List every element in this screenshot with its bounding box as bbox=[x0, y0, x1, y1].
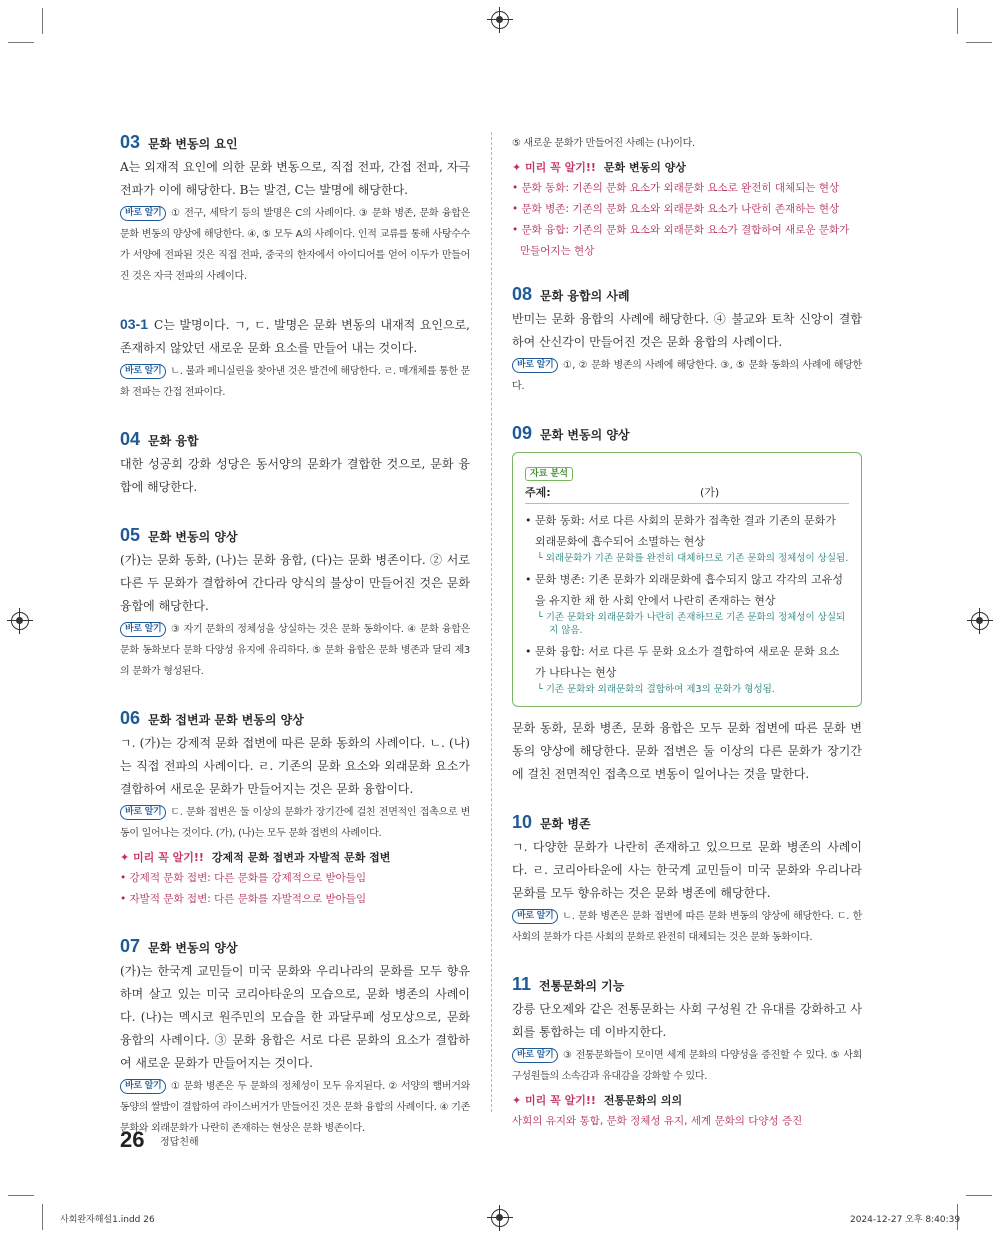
must-know-title: 강제적 문화 접변과 자발적 문화 접변 bbox=[211, 851, 391, 864]
topic-label: 주제: bbox=[525, 486, 551, 499]
must-know-title: 문화 변동의 양상 bbox=[603, 161, 686, 174]
section-body: A는 외재적 요인에 의한 문화 변동으로, 직접 전파, 간접 전파, 자극 전파가 이에 해당한다. B는 발견, C는 발명에 해당한다. bbox=[120, 160, 470, 197]
section-title: 문화 변동의 양상 bbox=[540, 428, 630, 442]
section-03 bbox=[120, 132, 470, 287]
section-number: 03-1 bbox=[120, 316, 149, 332]
must-know-tag: ✦ 미리 꼭 알기!! bbox=[120, 851, 204, 864]
section-number: 05 bbox=[120, 525, 141, 545]
section-06 bbox=[120, 708, 470, 910]
section-title: 문화 융합의 사례 bbox=[540, 289, 630, 303]
section-number: 07 bbox=[120, 936, 141, 956]
footer-label: 정답친해 bbox=[160, 1137, 199, 1148]
box-item-annotation: └ 기존 문화와 외래문화의 결합하여 제3의 문화가 형성됨. bbox=[537, 684, 775, 695]
crop-mark bbox=[8, 42, 34, 43]
must-know-heading bbox=[120, 848, 470, 868]
section-title: 문화 변동의 요인 bbox=[148, 137, 238, 151]
answer-note bbox=[512, 1045, 862, 1087]
note-tag: 바로 알기 bbox=[120, 805, 166, 820]
box-item bbox=[525, 510, 849, 552]
section-title: 전통문화의 기능 bbox=[539, 979, 625, 993]
must-know-bullet: • 자발적 문화 접변: 다른 문화를 자발적으로 받아들임 bbox=[120, 893, 367, 905]
print-slug-timestamp: 2024-12-27 오후 8:40:39 bbox=[850, 1215, 961, 1225]
note-tag: 바로 알기 bbox=[512, 358, 558, 373]
box-item-annotation: └ 기존 문화와 외래문화가 나란히 존재하므로 기존 문화의 정체성이 상실되지 않음. bbox=[537, 612, 846, 636]
answer-note bbox=[120, 619, 470, 682]
box-item bbox=[525, 641, 849, 683]
note-text: ③ 자기 문화의 정체성을 상실하는 것은 문화 동화이다. ④ 문화 융합은 문화 동화보다 문화 다양성 유지에 유리하다. ⑤ 문화 융합은 문화 병존과 달리 제3의 문화가 형성된다. bbox=[120, 624, 470, 677]
section-text: C는 발명이다. ㄱ, ㄷ. 발명은 문화 변동의 내재적 요인으로, 존재하지 않았던 새로운 문화 요소를 만들어 내는 것이다. bbox=[120, 318, 470, 355]
must-know-title: 전통문화의 의의 bbox=[603, 1094, 683, 1107]
box-item-term: • 문화 동화: bbox=[525, 514, 585, 527]
answer-note bbox=[120, 1076, 470, 1139]
must-know-bullet: • 문화 융합: 기존의 문화 요소와 외래문화 요소가 결합하여 새로운 문화가 만들어지는 현상 bbox=[512, 224, 850, 257]
section-title: 문화 변동의 양상 bbox=[148, 530, 238, 544]
must-know-heading bbox=[512, 158, 862, 178]
section-number: 04 bbox=[120, 429, 141, 449]
note-tag: 바로 알기 bbox=[512, 1048, 558, 1063]
section-number: 03 bbox=[120, 132, 141, 152]
registration-mark-icon bbox=[491, 11, 509, 29]
box-item-text: 서로 다른 사회의 문화가 접촉한 결과 기존의 문화가 외래문화에 흡수되어 소멸하는 현상 bbox=[535, 514, 836, 548]
box-item-annotation: └ 외래문화가 기존 문화를 완전히 대체하므로 기존 문화의 정체성이 상실됨. bbox=[537, 553, 849, 564]
crop-mark bbox=[966, 1195, 992, 1196]
box-topic-row bbox=[525, 483, 849, 504]
section-body: 반미는 문화 융합의 사례에 해당한다. ④ 불교와 토착 신앙이 결합하여 산신각이 만들어진 것은 문화 융합의 사례이다. bbox=[512, 312, 862, 349]
answer-note bbox=[120, 361, 470, 403]
note-tag: 바로 알기 bbox=[120, 622, 166, 637]
note-text: ㄴ. 문화 병존은 문화 접변에 따른 문화 변동의 양상에 해당한다. ㄷ. 한 사회의 문화가 다른 사회의 문화로 완전히 대체되는 것은 문화 동화이다. bbox=[512, 911, 862, 943]
section-number: 06 bbox=[120, 708, 141, 728]
section-body: (가)는 한국계 교민들이 미국 문화와 우리나라의 문화를 모두 향유하며 살고 있는 미국 코리아타운의 모습으로, 문화 병존의 사례이다. (나)는 멕시코 원주민의 모습을 한 과달루페 성모상으로, 문화 융합의 사례이다. ③ 문화 융합은 서로 다른 문화의 요소가 결합하여 새로운 문화가 만들어지는 것이다. bbox=[120, 964, 470, 1070]
section-07 bbox=[120, 936, 470, 1139]
crop-mark bbox=[42, 8, 43, 34]
section-11 bbox=[512, 974, 862, 1132]
topic-value: (가) bbox=[700, 486, 720, 499]
note-text: ㄴ. 불과 페니실린을 찾아낸 것은 발견에 해당한다. ㄹ. 매개체를 통한 문화 전파는 간접 전파이다. bbox=[120, 366, 470, 398]
must-know-tag: ✦ 미리 꼭 알기!! bbox=[512, 1094, 596, 1107]
page-number: 26 bbox=[120, 1127, 145, 1152]
box-item-term: • 문화 융합: bbox=[525, 645, 585, 658]
box-item bbox=[525, 569, 849, 611]
registration-mark-icon bbox=[11, 612, 29, 630]
must-know-heading bbox=[512, 1091, 862, 1111]
section-body: (가)는 문화 동화, (나)는 문화 융합, (다)는 문화 병존이다. ② 서로 다른 두 문화가 결합하여 간다라 양식의 불상이 만들어진 것은 문화 융합에 해당한다. bbox=[120, 553, 470, 613]
section-03-1 bbox=[120, 313, 470, 403]
registration-mark-icon bbox=[491, 1209, 509, 1227]
answer-note bbox=[120, 802, 470, 844]
crop-mark bbox=[957, 8, 958, 34]
note-tag: 바로 알기 bbox=[120, 206, 166, 221]
note-text: ① 문화 병존은 두 문화의 정체성이 모두 유지된다. ② 서양의 햄버거와 동양의 쌀밥이 결합하여 라이스버거가 만들어진 것은 문화 융합의 사례이다. ④ 기존 문화와 외래문화가 나란히 존재하는 현상은 문화 병존이다. bbox=[120, 1081, 470, 1134]
answer-note bbox=[120, 203, 470, 287]
column-divider bbox=[491, 132, 492, 1112]
section-number: 08 bbox=[512, 284, 533, 304]
data-analysis-box bbox=[512, 452, 862, 707]
section-04 bbox=[120, 429, 470, 499]
note-tag: 바로 알기 bbox=[512, 909, 558, 924]
section-body bbox=[120, 313, 470, 360]
note-tag: 바로 알기 bbox=[120, 1079, 166, 1094]
print-slug-file: 사회완자해설1.indd 26 bbox=[60, 1215, 155, 1225]
crop-mark bbox=[8, 1195, 34, 1196]
answer-note bbox=[512, 906, 862, 948]
crop-mark bbox=[42, 1204, 43, 1230]
crop-mark bbox=[966, 42, 992, 43]
section-body: ㄱ. 다양한 문화가 나란히 존재하고 있으므로 문화 병존의 사례이다. ㄹ. 코리아타운에 사는 한국계 교민들이 미국 문화와 우리나라 문화를 모두 향유하는 것은 문화 병존에 해당한다. bbox=[512, 840, 862, 900]
section-number: 10 bbox=[512, 812, 533, 832]
note-tag: 바로 알기 bbox=[120, 364, 166, 379]
box-item-text: 서로 다른 두 문화 요소가 결합하여 새로운 문화 요소가 나타나는 현상 bbox=[535, 645, 840, 679]
must-know-bullet: • 문화 동화: 기존의 문화 요소가 외래문화 요소로 완전히 대체되는 현상 bbox=[512, 182, 840, 194]
section-title: 문화 융합 bbox=[148, 434, 199, 448]
section-body: 문화 동화, 문화 병존, 문화 융합은 모두 문화 접변에 따른 문화 변동의 양상에 해당한다. 문화 접변은 둘 이상의 다른 문화가 장기간에 걸친 전면적인 접촉으로 변동이 일어나는 것을 말한다. bbox=[512, 721, 862, 781]
box-item-text: 기존 문화가 외래문화에 흡수되지 않고 각각의 고유성을 유지한 채 한 사회 안에서 나란히 존재하는 현상 bbox=[535, 573, 843, 607]
must-know-bullet: • 문화 병존: 기존의 문화 요소와 외래문화 요소가 나란히 존재하는 현상 bbox=[512, 203, 840, 215]
section-number: 09 bbox=[512, 423, 533, 443]
note-text: ①, ② 문화 병존의 사례에 해당한다. ③, ⑤ 문화 동화의 사례에 해당한다. bbox=[512, 360, 862, 392]
must-know-tag: ✦ 미리 꼭 알기!! bbox=[512, 161, 596, 174]
section-09 bbox=[512, 423, 862, 786]
answer-note bbox=[512, 355, 862, 397]
section-title: 문화 변동의 양상 bbox=[148, 941, 238, 955]
section-07-continued bbox=[512, 133, 862, 262]
right-column bbox=[512, 132, 862, 1158]
section-05 bbox=[120, 525, 470, 682]
section-title: 문화 병존 bbox=[540, 817, 591, 831]
answer-note: ⑤ 새로운 문화가 만들어진 사례는 (나)이다. bbox=[512, 138, 695, 149]
data-analysis-tag: 자료 분석 bbox=[525, 467, 573, 481]
left-column bbox=[120, 132, 470, 1165]
section-08 bbox=[512, 284, 862, 397]
section-10 bbox=[512, 812, 862, 948]
section-body: 강릉 단오제와 같은 전통문화는 사회 구성원 간 유대를 강화하고 사회를 통합하는 데 이바지한다. bbox=[512, 1002, 862, 1039]
registration-mark-icon bbox=[971, 612, 989, 630]
note-text: ① 전구, 세탁기 등의 발명은 C의 사례이다. ③ 문화 병존, 문화 융합은 문화 변동의 양상에 해당한다. ④, ⑤ 모두 A의 사례이다. 인적 교류를 통해 사탕수수가 서양에 전파된 것은 직접 전파, 중국의 한자에서 아이디어를 얻어 이두가 만들어진 것은 자극 전파의 사례이다. bbox=[120, 208, 470, 282]
box-item-term: • 문화 병존: bbox=[525, 573, 585, 586]
must-know-bullet: 사회의 유지와 통합, 문화 정체성 유지, 세계 문화의 다양성 증진 bbox=[512, 1115, 803, 1127]
note-text: ③ 전통문화들이 모이면 세계 문화의 다양성을 증진할 수 있다. ⑤ 사회 구성원들의 소속감과 유대감을 강화할 수 있다. bbox=[512, 1050, 862, 1082]
must-know-bullet: • 강제적 문화 접변: 다른 문화를 강제적으로 받아들임 bbox=[120, 872, 367, 884]
section-title: 문화 접변과 문화 변동의 양상 bbox=[148, 713, 304, 727]
note-text: ㄷ. 문화 접변은 둘 이상의 문화가 장기간에 걸친 전면적인 접촉으로 변동이 일어나는 것이다. (가), (나)는 모두 문화 접변의 사례이다. bbox=[120, 807, 470, 839]
section-body: 대한 성공회 강화 성당은 동서양의 문화가 결합한 것으로, 문화 융합에 해당한다. bbox=[120, 457, 470, 494]
section-body: ㄱ. (가)는 강제적 문화 접변에 따른 문화 동화의 사례이다. ㄴ. (나)는 직접 전파의 사례이다. ㄹ. 기존의 문화 요소와 외래문화 요소가 결합하여 새로운 문화가 만들어지는 것은 문화 융합이다. bbox=[120, 736, 470, 796]
section-number: 11 bbox=[512, 974, 532, 994]
